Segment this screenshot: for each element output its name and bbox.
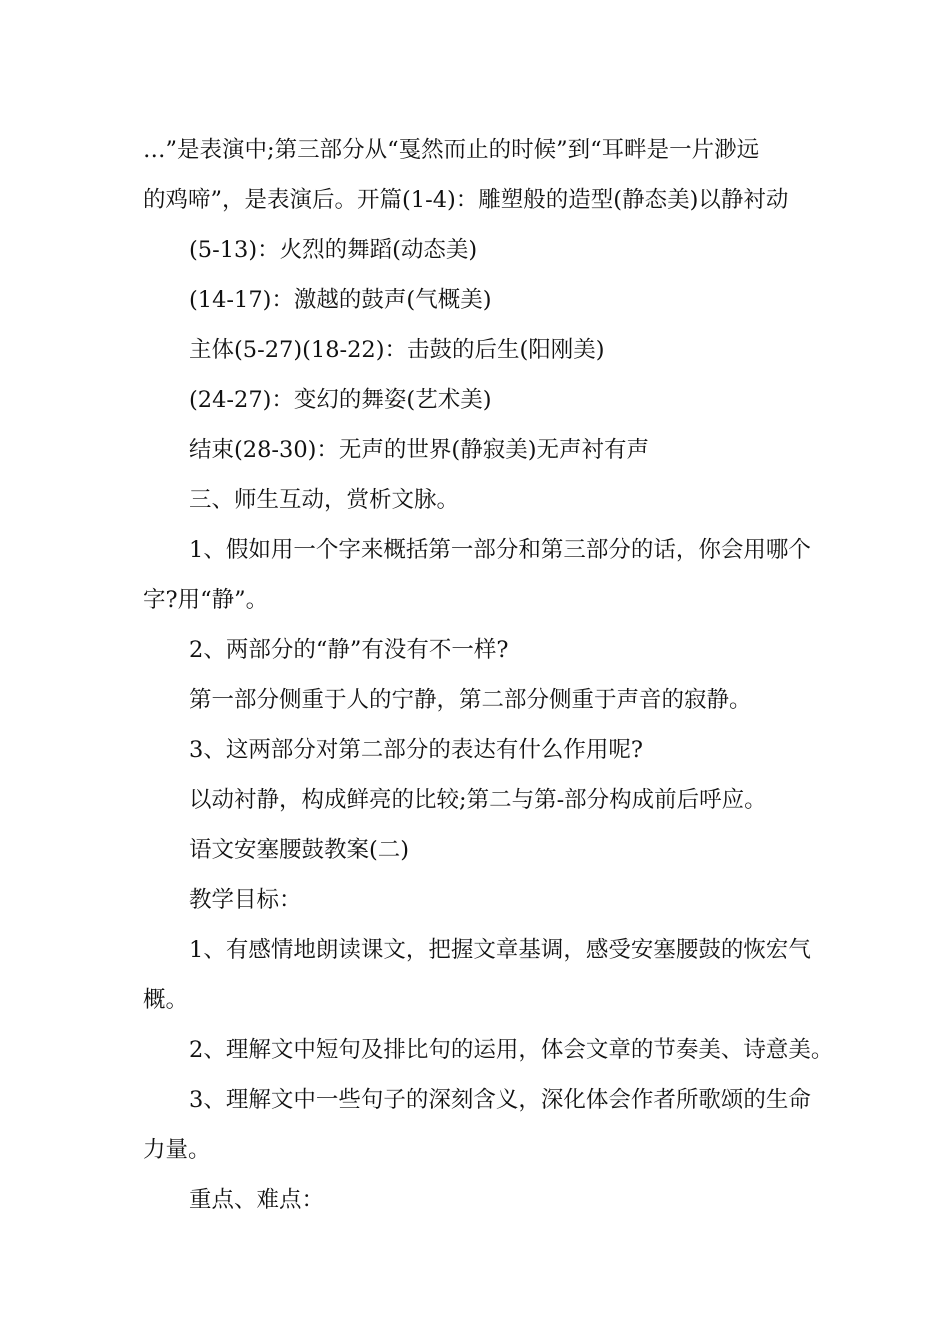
text-line: 以动衬静，构成鲜亮的比较;第二与第-部分构成前后呼应。 xyxy=(189,787,767,813)
section-title: 语文安塞腰鼓教案(二) xyxy=(189,837,410,863)
text-line: 第一部分侧重于人的宁静，第二部分侧重于声音的寂静。 xyxy=(189,687,752,713)
text-line: 力量。 xyxy=(143,1137,211,1163)
section-heading: 教学目标： xyxy=(189,887,302,913)
text-line: 1、假如用一个字来概括第一部分和第三部分的话，你会用哪个 xyxy=(189,537,811,563)
section-heading: 三、师生互动，赏析文脉。 xyxy=(189,487,460,513)
text-line: 字?用“静”。 xyxy=(143,587,269,613)
text-line: 3、理解文中一些句子的深刻含义，深化体会作者所歌颂的生命 xyxy=(189,1087,811,1113)
section-heading: 重点、难点： xyxy=(189,1187,325,1213)
text-line: (24-27)：变幻的舞姿(艺术美) xyxy=(189,387,492,413)
text-line: 结束(28-30)：无声的世界(静寂美)无声衬有声 xyxy=(189,437,649,463)
text-line: 的鸡啼”，是表演后。开篇(1-4)：雕塑般的造型(静态美)以静衬动 xyxy=(143,187,789,213)
text-line: (14-17)：激越的鼓声(气概美) xyxy=(189,287,492,313)
text-line: 主体(5-27)(18-22)：击鼓的后生(阳刚美) xyxy=(189,337,605,363)
text-line: 概。 xyxy=(143,987,189,1013)
text-line: 2、理解文中短句及排比句的运用，体会文章的节奏美、诗意美。 xyxy=(189,1037,834,1063)
text-line: 1、有感情地朗读课文，把握文章基调，感受安塞腰鼓的恢宏气 xyxy=(189,937,811,963)
text-line: 2、两部分的“静”有没有不一样? xyxy=(189,637,509,663)
text-line: (5-13)：火烈的舞蹈(动态美) xyxy=(189,237,478,263)
text-line: …”是表演中;第三部分从“戛然而止的时候”到“耳畔是一片渺远 xyxy=(143,137,760,163)
text-line: 3、这两部分对第二部分的表达有什么作用呢? xyxy=(189,737,643,763)
